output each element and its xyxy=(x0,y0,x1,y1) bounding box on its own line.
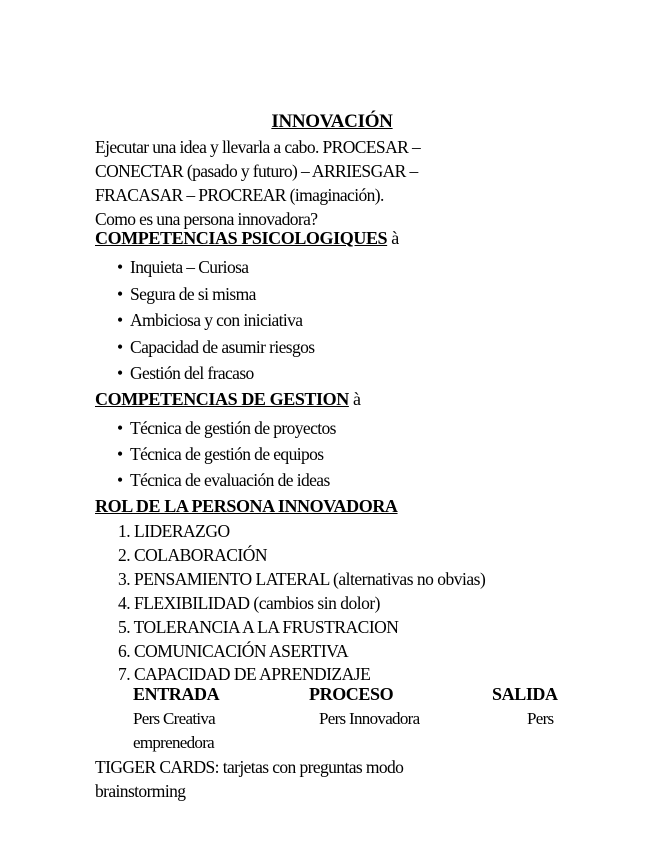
numbered-item: 1. LIDERAZGO xyxy=(118,521,230,541)
bullet-icon: • xyxy=(117,470,123,490)
arrow-symbol: à xyxy=(391,228,399,248)
page-title: INNOVACIÓN xyxy=(271,111,393,132)
numbered-item: 7. CAPACIDAD DE APRENDIZAJE xyxy=(118,664,371,684)
intro-line: FRACASAR – PROCREAR (imaginación). xyxy=(95,185,384,205)
numbered-item: 4. FLEXIBILIDAD (cambios sin dolor) xyxy=(118,593,380,613)
table-header-salida: SALIDA xyxy=(492,684,558,704)
arrow-symbol: à xyxy=(352,389,361,409)
heading-psychological-competencies xyxy=(95,228,399,249)
bullet-icon: • xyxy=(117,310,123,330)
heading-text: ROL DE LA PERSONA INNOVADORA xyxy=(95,496,398,516)
heading-management-competencies xyxy=(95,389,361,410)
bullet-icon: • xyxy=(117,257,123,277)
table-cell-salida: Pers xyxy=(527,709,554,728)
intro-line: CONECTAR (pasado y futuro) – ARRIESGAR – xyxy=(95,161,418,181)
table-header-proceso: PROCESO xyxy=(309,684,394,704)
bullet-icon: • xyxy=(117,444,123,464)
table-cell-proceso: Pers Innovadora xyxy=(319,709,420,728)
list-item: • Técnica de gestión de proyectos xyxy=(117,418,336,438)
trailer-line: brainstorming xyxy=(95,781,186,801)
list-item: • Ambiciosa y con iniciativa xyxy=(117,310,303,330)
intro-paragraph xyxy=(95,135,535,231)
list-item: • Técnica de evaluación de ideas xyxy=(117,470,330,490)
heading-text: COMPETENCIAS DE GESTION xyxy=(95,389,349,409)
heading-innovator-role xyxy=(95,496,398,517)
list-item: • Segura de si misma xyxy=(117,284,256,304)
numbered-item: 5. TOLERANCIA A LA FRUSTRACION xyxy=(118,617,399,637)
numbered-item: 3. PENSAMIENTO LATERAL (alternativas no obvias) xyxy=(118,569,486,589)
table-header-entrada: ENTRADA xyxy=(133,684,220,704)
list-item: • Capacidad de asumir riesgos xyxy=(117,337,315,357)
table-cell-continuation: emprenedora xyxy=(133,733,215,752)
bullet-icon: • xyxy=(117,418,123,438)
heading-text: COMPETENCIAS PSICOLOGIQUES xyxy=(95,228,388,248)
numbered-item: 2. COLABORACIÓN xyxy=(118,545,268,565)
list-item: • Técnica de gestión de equipos xyxy=(117,444,324,464)
table-cell-entrada: Pers Creativa xyxy=(133,709,216,728)
list-item: • Gestión del fracaso xyxy=(117,363,254,383)
numbered-item: 6. COMUNICACIÓN ASERTIVA xyxy=(118,641,349,661)
intro-line: Ejecutar una idea y llevarla a cabo. PROCESAR – xyxy=(95,137,421,157)
bullet-icon: • xyxy=(117,363,123,383)
bullet-icon: • xyxy=(117,337,123,357)
trigger-cards-paragraph xyxy=(95,755,515,803)
bullet-icon: • xyxy=(117,284,123,304)
list-item: • Inquieta – Curiosa xyxy=(117,257,249,277)
intro-question: Como es una persona innovadora? xyxy=(95,209,318,229)
trailer-line: TIGGER CARDS: tarjetas con preguntas modo xyxy=(95,757,404,777)
